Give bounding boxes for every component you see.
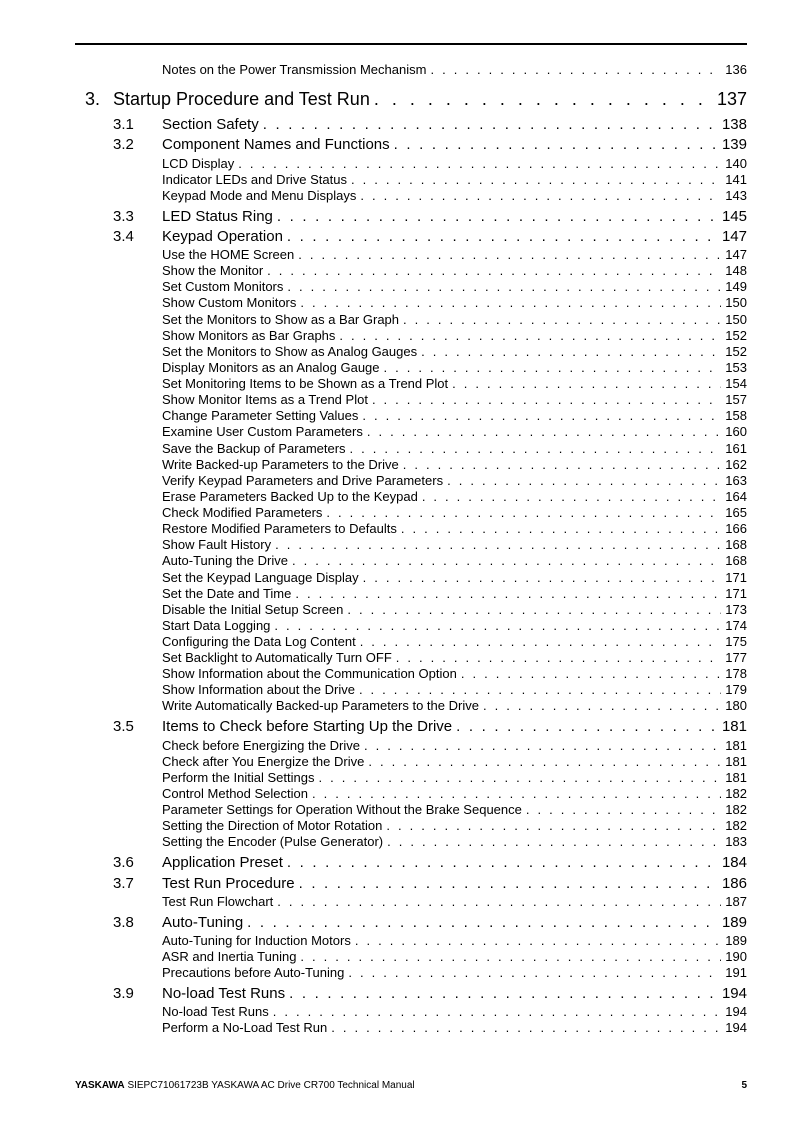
- footer-page-number: 5: [741, 1080, 747, 1091]
- toc-entry-page: 179: [725, 682, 747, 697]
- dot-leader: [300, 949, 721, 964]
- footer-brand: YASKAWA: [75, 1080, 125, 1091]
- dot-leader: [364, 738, 721, 753]
- toc-entry-line: [162, 553, 747, 568]
- toc-entry-line: [162, 489, 747, 504]
- toc-entry-number: 3.1: [113, 116, 134, 133]
- dot-leader: [401, 521, 721, 536]
- toc-entry-page: 182: [725, 802, 747, 817]
- dot-leader: [274, 618, 721, 633]
- dot-leader: [430, 62, 721, 77]
- toc-entry-title: Configuring the Data Log Content: [162, 634, 356, 649]
- toc-entry-line: [162, 328, 747, 343]
- toc-entry-page: 168: [725, 553, 747, 568]
- toc-entry-title: Auto-Tuning: [162, 914, 244, 931]
- toc-entry-page: 157: [725, 392, 747, 407]
- toc-entry-title: Examine User Custom Parameters: [162, 424, 363, 439]
- footer-doc-title: SIEPC71061723B YASKAWA AC Drive CR700 Technical Manual: [127, 1080, 415, 1091]
- toc-entry-title: No-load Test Runs: [162, 1004, 269, 1019]
- toc-entry-number: 3.6: [113, 854, 134, 871]
- toc-entry-page: 150: [725, 295, 747, 310]
- toc-entry-page: 178: [725, 666, 747, 681]
- toc-entry-page: 154: [725, 376, 747, 391]
- toc-entry-page: 194: [721, 985, 747, 1002]
- toc-entry-title: Show Information about the Communication Option: [162, 666, 457, 681]
- toc-entry-page: 166: [725, 521, 747, 536]
- toc-entry-title: Component Names and Functions: [162, 136, 390, 153]
- dot-leader: [368, 754, 721, 769]
- toc-entry-page: 149: [725, 279, 747, 294]
- toc-entry-title: No-load Test Runs: [162, 985, 286, 1002]
- toc-entry-line: [162, 247, 747, 262]
- toc-entry-page: 189: [725, 933, 747, 948]
- toc-entry-line: [162, 521, 747, 536]
- toc-entry-line: [162, 188, 747, 203]
- dot-leader: [422, 489, 721, 504]
- toc-entry-title: Erase Parameters Backed Up to the Keypad: [162, 489, 418, 504]
- toc-entry-title: Auto-Tuning for Induction Motors: [162, 933, 351, 948]
- toc-entry-line: [162, 770, 747, 785]
- toc-entry-number: 3.7: [113, 875, 134, 892]
- toc-entry-line: [162, 505, 747, 520]
- toc-entry-line: [162, 172, 747, 187]
- toc-entry-page: 143: [725, 188, 747, 203]
- toc-entry-page: 150: [725, 312, 747, 327]
- dot-leader: [421, 344, 721, 359]
- toc-entry-line: [162, 295, 747, 310]
- toc-entry-title: ASR and Inertia Tuning: [162, 949, 297, 964]
- dot-leader: [367, 424, 721, 439]
- toc-entry-title: Display Monitors as an Analog Gauge: [162, 360, 380, 375]
- dot-leader: [312, 786, 721, 801]
- toc-entry-page: 171: [725, 570, 747, 585]
- toc-entry-title: Set the Date and Time: [162, 586, 292, 601]
- toc-entry-page: 191: [725, 965, 747, 980]
- toc-entry-title: Show the Monitor: [162, 263, 264, 278]
- toc-entry-title: Setting the Encoder (Pulse Generator): [162, 834, 384, 849]
- dot-leader: [331, 1020, 721, 1035]
- toc-entry-title: Show Monitor Items as a Trend Plot: [162, 392, 368, 407]
- toc-entry-page: 174: [725, 618, 747, 633]
- toc-entry-title: Precautions before Auto-Tuning: [162, 965, 345, 980]
- toc-entry-page: 147: [725, 247, 747, 262]
- toc-entry-line: [162, 949, 747, 964]
- toc-entry-page: 181: [725, 770, 747, 785]
- toc-entry-page: 158: [725, 408, 747, 423]
- toc-entry-page: 140: [725, 156, 747, 171]
- toc-entry-title: Application Preset: [162, 854, 283, 871]
- page-footer: [75, 1080, 747, 1091]
- toc-entry-title: Control Method Selection: [162, 786, 308, 801]
- dot-leader: [299, 875, 718, 892]
- toc-entry-page: 139: [721, 136, 747, 153]
- toc-entry-line: [162, 360, 747, 375]
- toc-entry-line: [162, 392, 747, 407]
- toc-entry-title: Test Run Procedure: [162, 875, 295, 892]
- dot-leader: [360, 188, 721, 203]
- toc-entry-page: 177: [725, 650, 747, 665]
- toc-entry-line: [162, 718, 747, 735]
- dot-leader: [247, 914, 718, 931]
- toc-entry-title: Items to Check before Starting Up the Drive: [162, 718, 453, 735]
- toc-entry-title: Use the HOME Screen: [162, 247, 295, 262]
- toc-entry-line: [162, 834, 747, 849]
- dot-leader: [287, 279, 721, 294]
- toc-entry-page: 147: [721, 228, 747, 245]
- toc-entry-title: Perform a No-Load Test Run: [162, 1020, 328, 1035]
- toc-entry-title: Change Parameter Setting Values: [162, 408, 359, 423]
- dot-leader: [292, 553, 721, 568]
- dot-leader: [461, 666, 721, 681]
- toc-entry-title: Keypad Operation: [162, 228, 283, 245]
- toc-entry-line: [162, 914, 747, 931]
- toc-entry-page: 182: [725, 818, 747, 833]
- footer-doc-info: [75, 1080, 415, 1091]
- dot-leader: [452, 376, 721, 391]
- toc-entry-line: [162, 537, 747, 552]
- toc-entry-page: 194: [725, 1004, 747, 1019]
- dot-leader: [277, 208, 718, 225]
- toc-entry-line: [162, 228, 747, 245]
- toc-entry-number: 3.4: [113, 228, 134, 245]
- toc-entry-title: Show Information about the Drive: [162, 682, 355, 697]
- toc-entry-title: Parameter Settings for Operation Without the Brake Sequence: [162, 802, 522, 817]
- dot-leader: [351, 172, 721, 187]
- dot-leader: [403, 312, 721, 327]
- toc-entry-line: [162, 376, 747, 391]
- toc-entry-line: [162, 634, 747, 649]
- toc-entry-line: [162, 698, 747, 713]
- toc-entry-page: 181: [721, 718, 747, 735]
- toc-entry-page: 152: [725, 344, 747, 359]
- dot-leader: [277, 894, 721, 909]
- toc-entry-page: 168: [725, 537, 747, 552]
- toc-entry-line: [162, 666, 747, 681]
- toc-entry-line: [162, 312, 747, 327]
- dot-leader: [483, 698, 721, 713]
- toc-entry-page: 194: [725, 1020, 747, 1035]
- toc-entry-line: [162, 965, 747, 980]
- dot-leader: [267, 263, 721, 278]
- dot-leader: [238, 156, 721, 171]
- toc-entry-number: 3.8: [113, 914, 134, 931]
- toc-entry-title: Set Backlight to Automatically Turn OFF: [162, 650, 392, 665]
- toc-entry-title: Setting the Direction of Motor Rotation: [162, 818, 383, 833]
- toc-entry-title: Show Fault History: [162, 537, 272, 552]
- toc-entry-line: [162, 156, 747, 171]
- toc-entry-line: [162, 263, 747, 278]
- toc-entry-title: Check after You Energize the Drive: [162, 754, 365, 769]
- dot-leader: [396, 650, 722, 665]
- dot-leader: [403, 457, 722, 472]
- toc-entry-title: Set Custom Monitors: [162, 279, 284, 294]
- toc-entry-line: [162, 136, 747, 153]
- toc-entry-page: 184: [721, 854, 747, 871]
- dot-leader: [386, 818, 721, 833]
- toc-entry-title: Startup Procedure and Test Run: [113, 89, 370, 109]
- dot-leader: [298, 247, 721, 262]
- dot-leader: [300, 295, 721, 310]
- dot-leader: [447, 473, 721, 488]
- dot-leader: [275, 537, 721, 552]
- toc-entry-title: Check Modified Parameters: [162, 505, 323, 520]
- toc-entry-line: [162, 208, 747, 225]
- toc-entry-page: 160: [725, 424, 747, 439]
- toc-entry-title: Restore Modified Parameters to Defaults: [162, 521, 397, 536]
- toc-entry-title: Verify Keypad Parameters and Drive Parameters: [162, 473, 444, 488]
- toc-entry-line: [162, 570, 747, 585]
- dot-leader: [394, 136, 718, 153]
- toc-entry-page: 190: [725, 949, 747, 964]
- toc-entry-line: [162, 854, 747, 871]
- toc-entry-line: [162, 457, 747, 472]
- toc-entry-page: 164: [725, 489, 747, 504]
- dot-leader: [295, 586, 721, 601]
- toc-entry-title: Start Data Logging: [162, 618, 271, 633]
- toc-entry-number: 3.3: [113, 208, 134, 225]
- toc-entry-line: [162, 1004, 747, 1019]
- toc-entry-line: [162, 408, 747, 423]
- toc-entry-page: 162: [725, 457, 747, 472]
- toc-entry-title: Disable the Initial Setup Screen: [162, 602, 344, 617]
- toc-entry-line: [162, 473, 747, 488]
- dot-leader: [359, 682, 721, 697]
- toc-entry-page: 152: [725, 328, 747, 343]
- toc-entry-page: 148: [725, 263, 747, 278]
- toc-entry-title: LCD Display: [162, 156, 235, 171]
- toc-entry-line: [162, 618, 747, 633]
- dot-leader: [355, 933, 721, 948]
- toc-entry-title: Set Monitoring Items to be Shown as a Trend Plot: [162, 376, 449, 391]
- dot-leader: [348, 965, 721, 980]
- dot-leader: [263, 116, 718, 133]
- toc-entry-title: Save the Backup of Parameters: [162, 441, 346, 456]
- dot-leader: [347, 602, 721, 617]
- toc-entry-line: [162, 1020, 747, 1035]
- toc-entry-page: 138: [721, 116, 747, 133]
- dot-leader: [384, 360, 722, 375]
- toc-entry-page: 183: [725, 834, 747, 849]
- toc-entry-page: 181: [725, 754, 747, 769]
- toc-entry-line: [113, 89, 747, 110]
- toc-entry-title: Notes on the Power Transmission Mechanism: [162, 62, 427, 77]
- toc-entry-page: 186: [721, 875, 747, 892]
- toc-entry-title: Auto-Tuning the Drive: [162, 553, 288, 568]
- toc-entry-title: Show Monitors as Bar Graphs: [162, 328, 336, 343]
- toc-entry-line: [162, 985, 747, 1002]
- toc-entry-title: Write Backed-up Parameters to the Drive: [162, 457, 399, 472]
- dot-leader: [326, 505, 721, 520]
- toc-entry-line: [162, 786, 747, 801]
- toc-entry-page: 189: [721, 914, 747, 931]
- toc-entry-line: [162, 650, 747, 665]
- dot-leader: [273, 1004, 722, 1019]
- toc-entry-line: [162, 875, 747, 892]
- toc-entry-line: [162, 754, 747, 769]
- toc-entry-page: 145: [721, 208, 747, 225]
- toc-entry-title: Check before Energizing the Drive: [162, 738, 360, 753]
- toc-entry-title: Perform the Initial Settings: [162, 770, 315, 785]
- dot-leader: [350, 441, 722, 456]
- toc-entry-line: [162, 424, 747, 439]
- dot-leader: [318, 770, 721, 785]
- toc-entry-page: 173: [725, 602, 747, 617]
- toc-entry-line: [162, 682, 747, 697]
- toc-entry-title: Section Safety: [162, 116, 259, 133]
- toc-entry-line: [162, 738, 747, 753]
- toc-entry-page: 161: [725, 441, 747, 456]
- toc-entry-title: LED Status Ring: [162, 208, 273, 225]
- toc-entry-page: 171: [725, 586, 747, 601]
- toc-entry-page: 187: [725, 894, 747, 909]
- toc-entry-page: 175: [725, 634, 747, 649]
- toc-entry-title: Keypad Mode and Menu Displays: [162, 188, 357, 203]
- toc-entry-title: Test Run Flowchart: [162, 894, 274, 909]
- toc-entry-number: 3.2: [113, 136, 134, 153]
- toc-entry-page: 165: [725, 505, 747, 520]
- dot-leader: [363, 570, 722, 585]
- toc-entry-title: Indicator LEDs and Drive Status: [162, 172, 347, 187]
- toc-entry-page: 163: [725, 473, 747, 488]
- dot-leader: [387, 834, 721, 849]
- dot-leader: [372, 392, 721, 407]
- toc-entry-page: 181: [725, 738, 747, 753]
- dot-leader: [287, 854, 718, 871]
- toc-entry-title: Set the Monitors to Show as a Bar Graph: [162, 312, 400, 327]
- dot-leader: [362, 408, 721, 423]
- dot-leader: [289, 985, 718, 1002]
- toc-entry-line: [162, 894, 747, 909]
- toc-entry-page: 180: [725, 698, 747, 713]
- toc-entry-line: [162, 818, 747, 833]
- toc-entry-title: Set the Monitors to Show as Analog Gauges: [162, 344, 418, 359]
- dot-leader: [287, 228, 718, 245]
- toc-entry-line: [162, 586, 747, 601]
- dot-leader: [526, 802, 721, 817]
- toc-entry-page: 182: [725, 786, 747, 801]
- dot-leader: [360, 634, 722, 649]
- toc-entry-line: [162, 602, 747, 617]
- toc-entry-page: 141: [725, 172, 747, 187]
- toc-entry-number: 3.9: [113, 985, 134, 1002]
- toc-entry-title: Write Automatically Backed-up Parameters to the Drive: [162, 698, 479, 713]
- dot-leader: [339, 328, 721, 343]
- toc-entry-title: Set the Keypad Language Display: [162, 570, 359, 585]
- toc-entry-number: 3.: [85, 89, 101, 109]
- dot-leader: [456, 718, 718, 735]
- toc-entry-page: 153: [725, 360, 747, 375]
- toc-entry-line: [162, 802, 747, 817]
- toc-entry-page: 137: [716, 89, 747, 109]
- toc-entry-line: [162, 279, 747, 294]
- toc-entry-line: [162, 116, 747, 133]
- toc-entry-line: [162, 344, 747, 359]
- dot-leader: [374, 89, 713, 110]
- toc-entry-line: [162, 933, 747, 948]
- toc-entry-number: 3.5: [113, 718, 134, 735]
- toc-entry-line: [162, 441, 747, 456]
- toc-entry-title: Show Custom Monitors: [162, 295, 297, 310]
- toc-entry-page: 136: [725, 62, 747, 77]
- toc-entry-line: [162, 62, 747, 77]
